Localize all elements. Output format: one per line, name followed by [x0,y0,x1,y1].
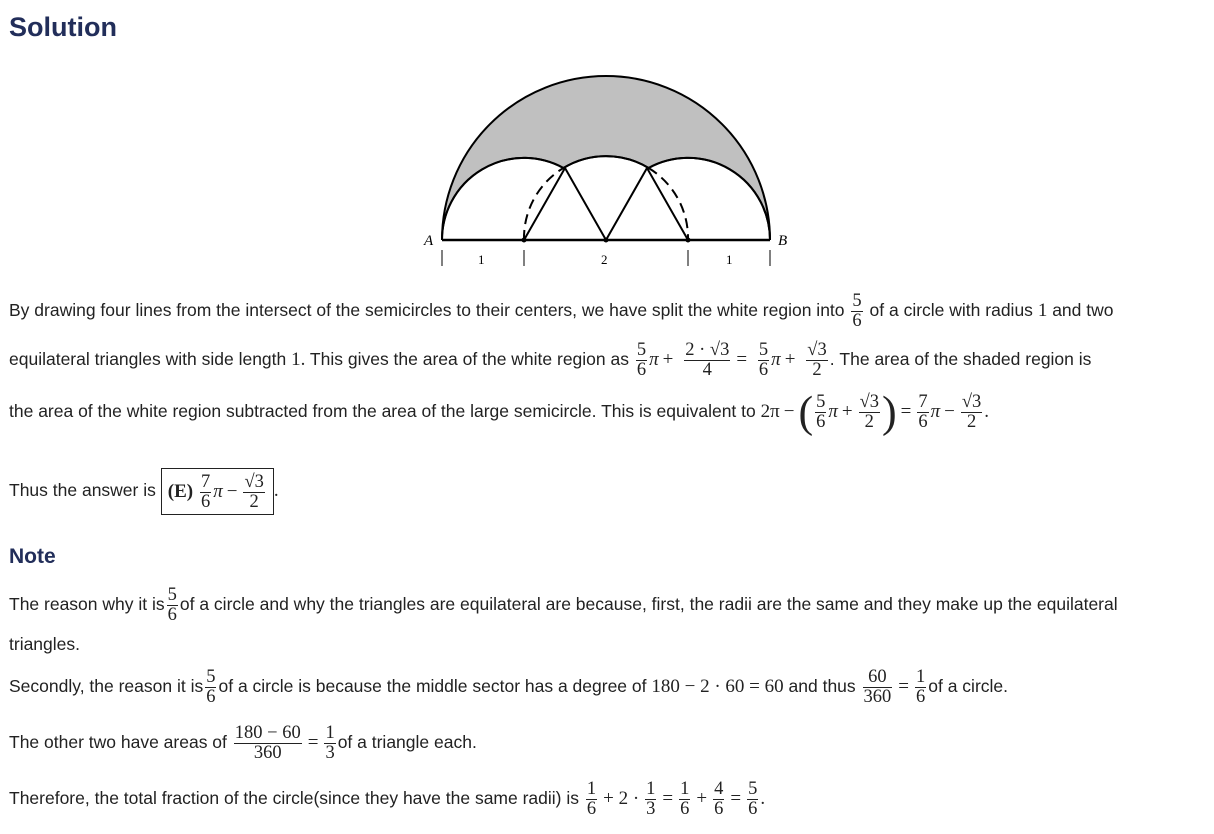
fraction: $\frac{7}{6}$ [918,392,928,432]
right-triangle [606,168,688,240]
fraction: $\frac{60}{360}$ [863,667,892,707]
solution-heading: Solution [9,12,117,42]
fraction: $\frac{1}{6}$ [586,779,597,819]
paragraph-1: By drawing four lines from the intersect of the semicircles to their centers, we have split the white region into $\frac{5}{6}$ of a circle with radius 1 and two [9,291,1114,331]
fraction: $\frac{√3}{2}$ [961,392,982,432]
fraction: $\frac{4}{6}$ [714,779,724,819]
fraction: $\frac{5}{6}$ [206,667,216,707]
fraction: $\frac{5}{6}$ [748,779,758,819]
left-triangle [524,168,606,240]
center-dot-left [522,238,527,243]
fraction: $\frac{1}{6}$ [680,779,690,819]
fraction: $\frac{1}{3}$ [325,723,335,763]
note-paragraph-1: The reason why it is $\frac{5}{6}$ of a circle and why the triangles are equilateral are because, first, the radii are the same and they make up the equilateral [9,585,1118,625]
fraction: $\frac{5}{6}$ [852,291,862,331]
note-paragraph-4: Therefore, the total fraction of the circle(since they have the same radii) is $\frac{1}{6}$ + 2 · $\frac{1}{3}$ = $\frac{1}{6}$ + $\frac{4}{6}$ = $\frac{5}{6}$ . [9,779,766,819]
fraction: $\frac{5}{6}$ [816,392,826,432]
note-paragraph-3: The other two have areas of $\frac{180 - 60}{360}$ = $\frac{1}{3}$ of a triangle each. [9,723,477,763]
fraction: $\frac{5}{6}$ [758,340,769,380]
segment-label-mid: 2 [601,252,608,267]
fraction: $\frac{5}{6}$ [636,340,647,380]
note-paragraph-1-cont: triangles. [9,634,81,654]
semicircle-figure [415,70,805,270]
fraction: $\frac{√3}{2}$ [859,392,879,432]
label-a: A [424,233,434,249]
fraction: $\frac{7}{6}$ [200,472,211,512]
center-dot-right [686,238,691,243]
segment-label-left: 1 [478,252,485,267]
fraction: $\frac{1}{3}$ [646,779,656,819]
label-b: B [778,233,788,249]
paragraph-2: equilateral triangles with side length 1. This gives the area of the white region as $\frac{5}{6}$ π + $\frac{2 \cdot √3}{4}$ = $\frac{5}{6}$ π + $\frac{√3}{2}$ . The area of the shaded region is [9,340,1092,380]
note-heading: Note [9,545,56,568]
fraction: $\frac{1}{6}$ [916,667,926,707]
fraction: $\frac{5}{6}$ [167,585,177,625]
fraction: $\frac{√3}{2}$ [244,472,264,512]
fraction: $\frac{180 - 60}{360}$ [234,723,301,763]
fraction: $\frac{2 \cdot √3}{4}$ [685,340,730,380]
paragraph-3: the area of the white region subtracted from the area of the large semicircle. This is equivalent to 2π −( $\frac{5}{6}$ π + $\frac{√3}{2}$ ) = $\frac{7}{6}$ π − $\frac{√3}{2}$ . [9,387,990,437]
note-paragraph-2: Secondly, the reason it is $\frac{5}{6}$ of a circle is because the middle sector has a degree of 180 − 2 · 60 = 60 and thus $\frac{60}{360}$ = $\frac{1}{6}$ of a circle. [9,667,1008,707]
answer-line: Thus the answer is (E) $\frac{7}{6}$ π − $\frac{√3}{2}$ . [9,468,279,515]
center-dot-mid [604,238,609,243]
segment-label-right: 1 [726,252,733,267]
fraction: $\frac{√3}{2}$ [807,340,827,380]
shaded-region [442,76,770,240]
answer-box: (E) $\frac{7}{6}$ π − $\frac{√3}{2}$ [161,468,274,515]
